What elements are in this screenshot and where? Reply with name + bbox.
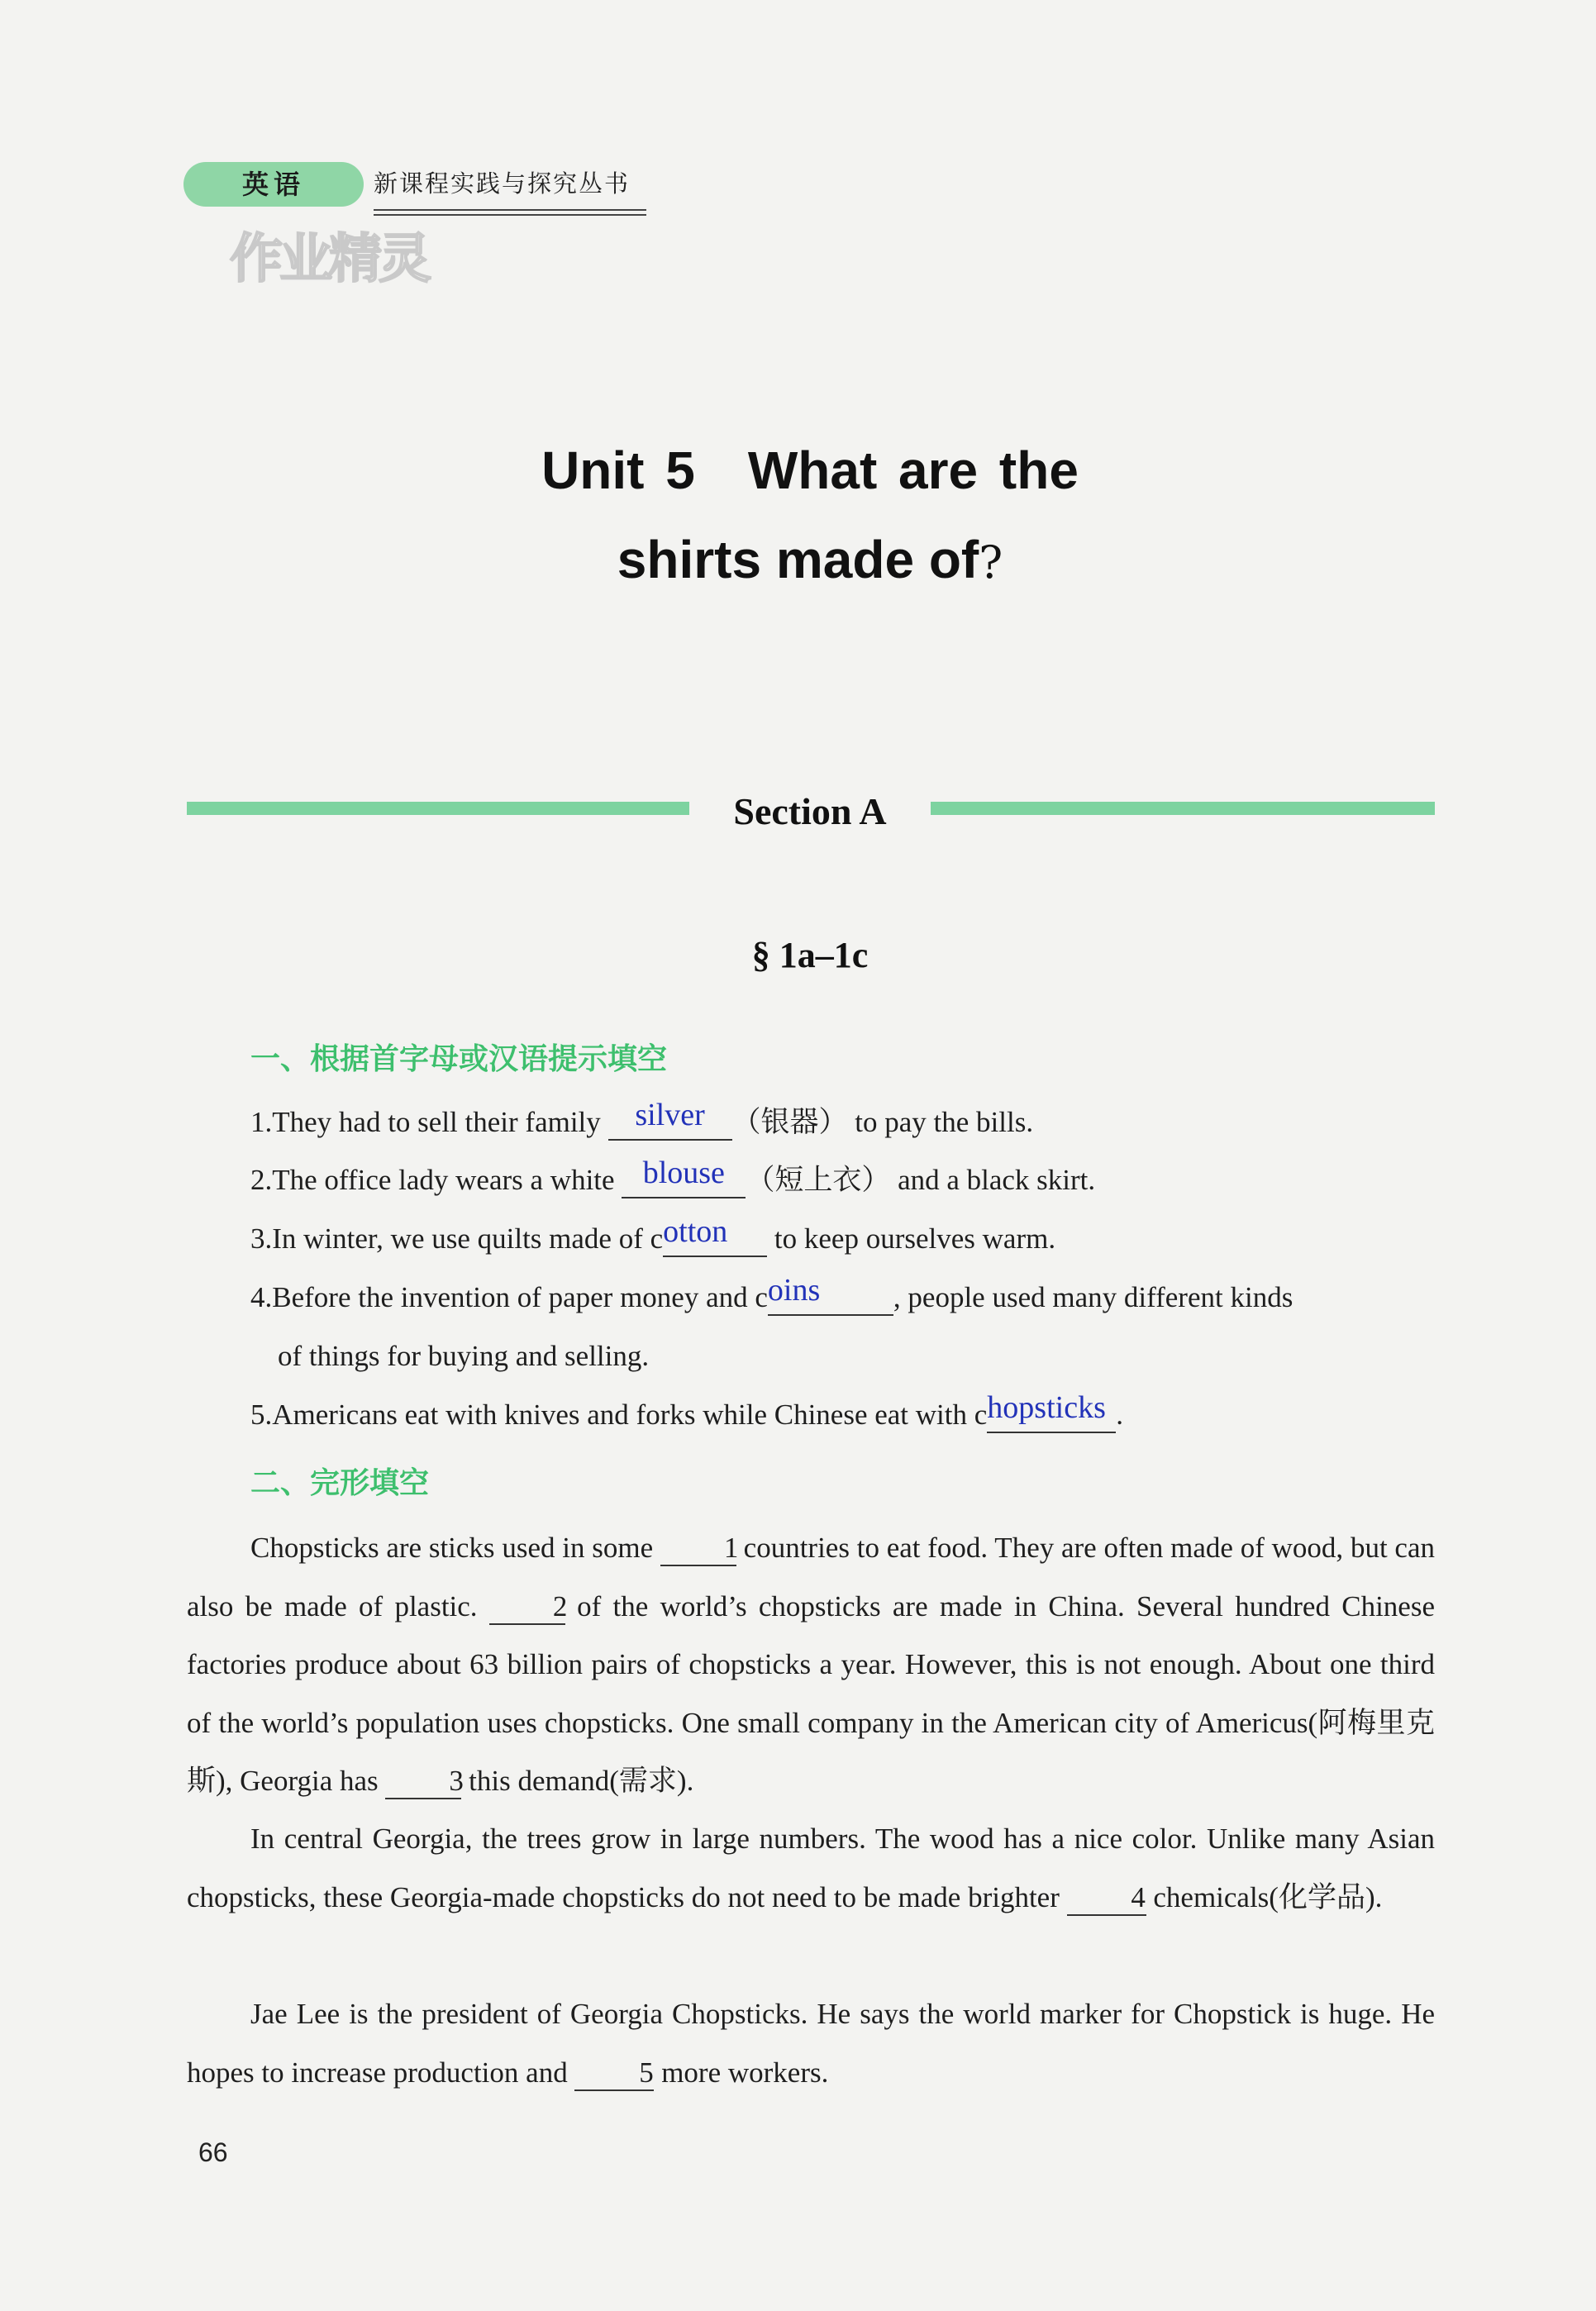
item3-answer-blank xyxy=(663,1214,767,1257)
cloze-paragraph-1 xyxy=(187,1519,1435,1811)
watermark-logo: 作业精灵 xyxy=(230,229,428,290)
series-title: 新课程实践与探究丛书 xyxy=(374,169,631,198)
cloze-paragraph-2 xyxy=(187,1810,1435,1927)
p1-segment-1: Chopsticks are sticks used in some xyxy=(250,1532,660,1564)
cloze-blank-5: 5 xyxy=(574,2056,654,2091)
p1-segment-3: of the world’s chopsticks are made in China. Several hundred Chinese factories produce about 63 billion pairs of chopsticks a year. However, this is not enough. About one third of the world’s population uses chopsticks. One small company in the American city of Americus(阿梅里克斯), Georgia has xyxy=(187,1589,1435,1797)
exercise-item-5 xyxy=(250,1390,1124,1433)
exercise-item-4 xyxy=(250,1273,1434,1316)
p2-segment-2: chemicals(化学品). xyxy=(1146,1880,1383,1913)
item3-answer: otton xyxy=(663,1214,728,1249)
unit-title-line2 xyxy=(463,515,1157,608)
item4-text-before: 4.Before the invention of paper money and c xyxy=(250,1281,768,1313)
item1-text-after: （银器） to pay the bills. xyxy=(731,1106,1034,1138)
header-rule-bottom xyxy=(374,214,646,216)
p1-segment-4: this demand(需求). xyxy=(461,1765,694,1797)
p1-segment-2: countries to eat food. They are often made of wood, but can also be made of plastic. xyxy=(187,1532,1436,1622)
part1-heading: 一、根据首字母或汉语提示填空 xyxy=(250,1042,668,1076)
unit-title-line2-text: shirts made of xyxy=(617,530,979,589)
exercise-item-2 xyxy=(250,1156,1096,1198)
cloze-paragraph-3 xyxy=(187,1985,1435,2102)
section-band-right xyxy=(931,802,1435,815)
cloze-blank-4: 4 xyxy=(1067,1881,1146,1916)
item1-answer-blank xyxy=(608,1098,732,1141)
cloze-blank-3: 3 xyxy=(385,1765,461,1799)
unit-title xyxy=(463,426,1157,608)
header-rule-top xyxy=(374,209,646,211)
item1-text-before: 1.They had to sell their family xyxy=(250,1106,608,1138)
item5-answer-blank xyxy=(987,1390,1116,1433)
item2-text-before: 2.The office lady wears a white xyxy=(250,1164,622,1196)
p3-segment-2: more workers. xyxy=(654,2056,829,2089)
unit-title-qmark: ? xyxy=(979,536,1003,588)
item2-answer: blouse xyxy=(642,1156,725,1190)
subsection-title: § 1a–1c xyxy=(751,935,869,975)
subject-badge: 英语 xyxy=(183,162,364,207)
item4-text-after: , people used many different kinds xyxy=(893,1281,1293,1313)
item3-text-before: 3.In winter, we use quilts made of c xyxy=(250,1222,664,1255)
item1-answer: silver xyxy=(635,1098,705,1132)
page-number: 66 xyxy=(198,2137,228,2167)
exercise-item-1 xyxy=(250,1098,1034,1141)
section-band-left xyxy=(187,802,689,815)
item4-answer: oins xyxy=(767,1273,821,1308)
item2-text-after: （短上衣） and a black skirt. xyxy=(746,1164,1096,1196)
p3-segment-1: Jae Lee is the president of Georgia Chopsticks. He says the world marker for Chopstick is huge. He hopes to increase production and xyxy=(187,1998,1435,2089)
part2-heading: 二、完形填空 xyxy=(250,1466,430,1500)
item5-text-after: . xyxy=(1116,1399,1124,1431)
cloze-blank-2: 2 xyxy=(489,1590,565,1625)
item2-answer-blank xyxy=(622,1156,746,1198)
item5-answer: hopsticks xyxy=(987,1390,1106,1425)
exercise-item-3 xyxy=(250,1214,1056,1257)
cloze-blank-1: 1 xyxy=(660,1532,736,1566)
p2-segment-1: In central Georgia, the trees grow in large numbers. The wood has a nice color. Unlike many Asian chopsticks, these Georgia-made chopsticks do not need to be made brighter xyxy=(187,1823,1435,1913)
exercise-item-4-continuation: of things for buying and selling. xyxy=(278,1340,650,1372)
item5-text-before: 5.Americans eat with knives and forks while Chinese eat with c xyxy=(250,1399,988,1431)
unit-title-line1: Unit 5 What are the xyxy=(541,441,1079,500)
item3-text-after: to keep ourselves warm. xyxy=(767,1222,1056,1255)
section-title: Section A xyxy=(733,790,887,832)
item4-answer-blank xyxy=(767,1273,893,1316)
